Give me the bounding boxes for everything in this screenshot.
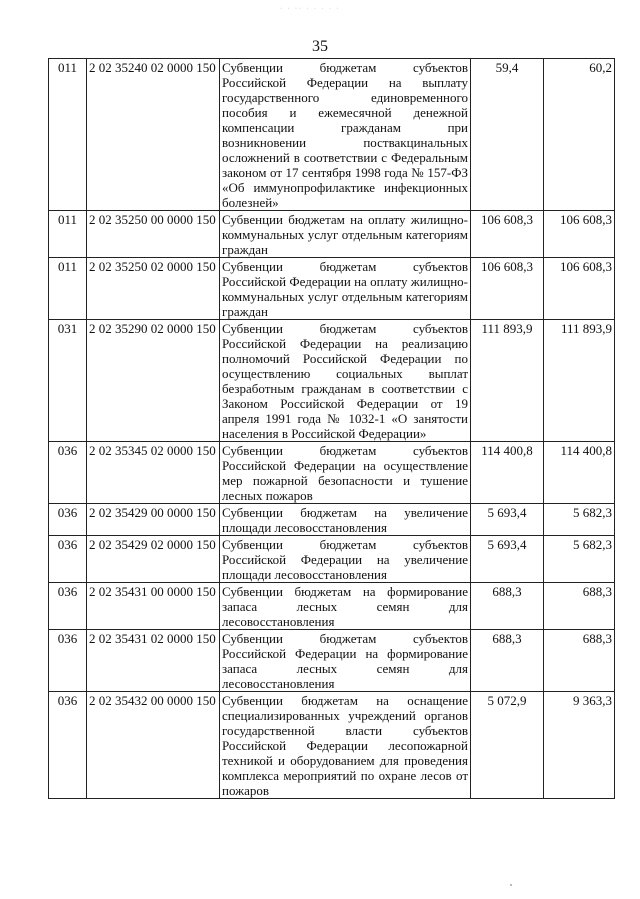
admin-code-cell: 036: [49, 504, 87, 536]
amount-year2-cell: 5 682,3: [544, 536, 615, 583]
admin-code-cell: 036: [49, 442, 87, 504]
amount-year1-cell: 5 693,4: [471, 536, 544, 583]
table-row: [49, 504, 615, 536]
amount-year2-cell: 688,3: [544, 583, 615, 630]
revenue-name-cell: Субвенции бюджетам на оплату жилищно-коммунальных услуг отдельным категориям граждан: [220, 211, 471, 258]
revenue-name-cell: Субвенции бюджетам субъектов Российской Федерации на формирование запаса лесных семян для лесовосстановления: [220, 630, 471, 692]
amount-year1-cell: 114 400,8: [471, 442, 544, 504]
revenue-name-cell: Субвенции бюджетам на увеличение площади лесовосстановления: [220, 504, 471, 536]
revenue-name-cell: Субвенции бюджетам субъектов Российской Федерации на осуществление мер пожарной безопасности и тушение лесных пожаров: [220, 442, 471, 504]
revenue-name-cell: Субвенции бюджетам на оснащение специализированных учреждений органов государственной власти субъектов Российской Федерации лесопожарной техникой и оборудованием для проведения комплекса мероприятий по охране лесов от пожаров: [220, 692, 471, 799]
amount-year2-cell: 111 893,9: [544, 320, 615, 442]
table-row: [49, 692, 615, 799]
amount-year1-cell: 688,3: [471, 583, 544, 630]
amount-year2-cell: 688,3: [544, 630, 615, 692]
admin-code-cell: 031: [49, 320, 87, 442]
admin-code-cell: 036: [49, 692, 87, 799]
page-number: 35: [312, 38, 328, 55]
budget-code-cell: 2 02 35431 02 0000 150: [87, 630, 220, 692]
budget-code-cell: 2 02 35429 02 0000 150: [87, 536, 220, 583]
budget-code-cell: 2 02 35250 02 0000 150: [87, 258, 220, 320]
budget-code-cell: 2 02 35431 00 0000 150: [87, 583, 220, 630]
table-row: [49, 59, 615, 211]
amount-year2-cell: 106 608,3: [544, 211, 615, 258]
table-row: [49, 583, 615, 630]
budget-code-cell: 2 02 35429 00 0000 150: [87, 504, 220, 536]
table-row: [49, 630, 615, 692]
amount-year2-cell: 5 682,3: [544, 504, 615, 536]
amount-year1-cell: 111 893,9: [471, 320, 544, 442]
amount-year1-cell: 5 072,9: [471, 692, 544, 799]
amount-year2-cell: 114 400,8: [544, 442, 615, 504]
amount-year1-cell: 106 608,3: [471, 211, 544, 258]
amount-year1-cell: 5 693,4: [471, 504, 544, 536]
amount-year2-cell: 106 608,3: [544, 258, 615, 320]
revenue-name-cell: Субвенции бюджетам субъектов Российской Федерации на увеличение площади лесовосстановления: [220, 536, 471, 583]
table-row: [49, 258, 615, 320]
budget-code-cell: 2 02 35345 02 0000 150: [87, 442, 220, 504]
amount-year2-cell: 9 363,3: [544, 692, 615, 799]
revenue-name-cell: Субвенции бюджетам субъектов Российской Федерации на оплату жилищно-коммунальных услуг отдельным категориям граждан: [220, 258, 471, 320]
table-row: [49, 320, 615, 442]
amount-year2-cell: 60,2: [544, 59, 615, 211]
budget-code-cell: 2 02 35240 02 0000 150: [87, 59, 220, 211]
admin-code-cell: 036: [49, 536, 87, 583]
table-row: [49, 442, 615, 504]
amount-year1-cell: 688,3: [471, 630, 544, 692]
table-row: [49, 211, 615, 258]
budget-code-cell: 2 02 35290 02 0000 150: [87, 320, 220, 442]
budget-code-cell: 2 02 35432 00 0000 150: [87, 692, 220, 799]
budget-table: [48, 58, 615, 799]
admin-code-cell: 011: [49, 59, 87, 211]
revenue-name-cell: Субвенции бюджетам на формирование запаса лесных семян для лесовосстановления: [220, 583, 471, 630]
amount-year1-cell: 106 608,3: [471, 258, 544, 320]
amount-year1-cell: 59,4: [471, 59, 544, 211]
table-row: [49, 536, 615, 583]
revenue-name-cell: Субвенции бюджетам субъектов Российской Федерации на выплату государственного единовременного пособия и ежемесячной денежной компенсации гражданам при возникновении поствакцинальных осложнений в соответствии с Федеральным законом от 17 сентября 1998 года № 157-ФЗ «Об иммунопрофилактике инфекционных болезней»: [220, 59, 471, 211]
header-scan-mark: · · ·· · · · · ·: [280, 6, 341, 12]
admin-code-cell: 036: [49, 583, 87, 630]
budget-code-cell: 2 02 35250 00 0000 150: [87, 211, 220, 258]
admin-code-cell: 011: [49, 211, 87, 258]
admin-code-cell: 036: [49, 630, 87, 692]
admin-code-cell: 011: [49, 258, 87, 320]
scan-speck: [510, 884, 512, 886]
revenue-name-cell: Субвенции бюджетам субъектов Российской Федерации на реализацию полномочий Российской Федерации по осуществлению социальных выплат безработным гражданам в соответствии с Законом Российской Федерации от 19 апреля 1991 года № 1032-1 «О занятости населения в Российской Федерации»: [220, 320, 471, 442]
